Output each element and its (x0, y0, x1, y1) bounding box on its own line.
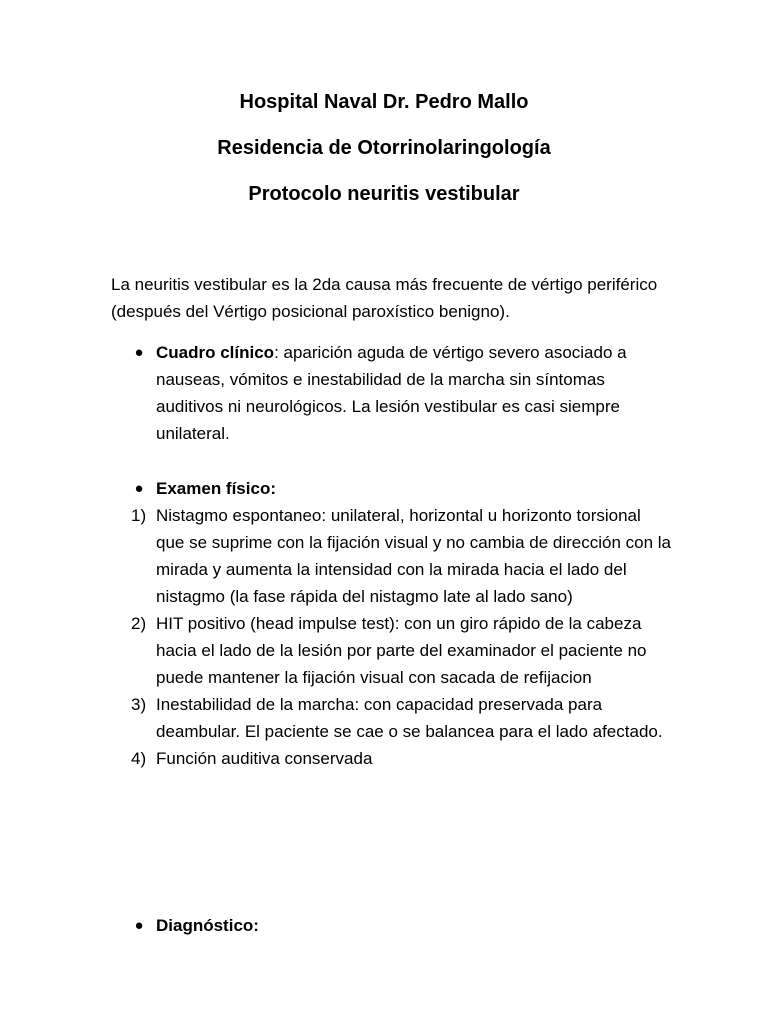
diagnosis-label: Diagnóstico: (156, 916, 259, 935)
list-item-text: Función auditiva conservada (156, 749, 373, 768)
list-item (111, 610, 671, 691)
list-item-text: Nistagmo espontaneo: unilateral, horizontal u horizonto torsional que se suprime con la fijación visual y no cambia de dirección con la mirada y aumenta la intensidad con la mirada hacia el lado del nistagmo (la fase rápida del nistagmo late al lado sano) (156, 506, 671, 606)
clinical-bullet-item (111, 339, 671, 447)
exam-section (111, 475, 671, 502)
list-number: 1) (131, 506, 147, 525)
list-number: 4) (131, 749, 147, 768)
exam-bullet-item (111, 475, 671, 502)
list-number: 2) (131, 614, 147, 633)
exam-findings-list (111, 502, 671, 772)
list-item-text: Inestabilidad de la marcha: con capacidad preservada para deambular. El paciente se cae o se balancea para el lado afectado. (156, 695, 663, 741)
diagnosis-bullet-item (111, 912, 671, 939)
clinical-text: : aparición aguda de vértigo severo asociado a nauseas, vómitos e inestabilidad de la marcha sin síntomas auditivos ni neurológicos. La lesión vestibular es casi siempre unilateral. (156, 343, 627, 443)
hospital-title: Hospital Naval Dr. Pedro Mallo (239, 91, 529, 113)
exam-label: Examen físico: (156, 479, 276, 498)
protocol-title: Protocolo neuritis vestibular (248, 183, 520, 205)
clinical-section (111, 339, 671, 447)
bullet-icon: ● (134, 344, 144, 361)
clinical-label: Cuadro clínico (156, 343, 275, 362)
list-item (111, 691, 671, 745)
intro-paragraph: La neuritis vestibular es la 2da causa más frecuente de vértigo periférico (después del Vértigo posicional paroxístico benigno). (111, 275, 658, 321)
list-number: 3) (131, 695, 147, 714)
diagnosis-section (111, 912, 671, 939)
list-item (111, 745, 671, 772)
bullet-icon: ● (134, 917, 144, 934)
list-item-text: HIT positivo (head impulse test): con un giro rápido de la cabeza hacia el lado de la lesión por parte del examinador el paciente no puede mantener la fijación visual con sacada de refijacion (156, 614, 647, 687)
bullet-icon: ● (134, 480, 144, 497)
list-item (111, 502, 671, 610)
residency-title: Residencia de Otorrinolaringología (217, 137, 551, 159)
